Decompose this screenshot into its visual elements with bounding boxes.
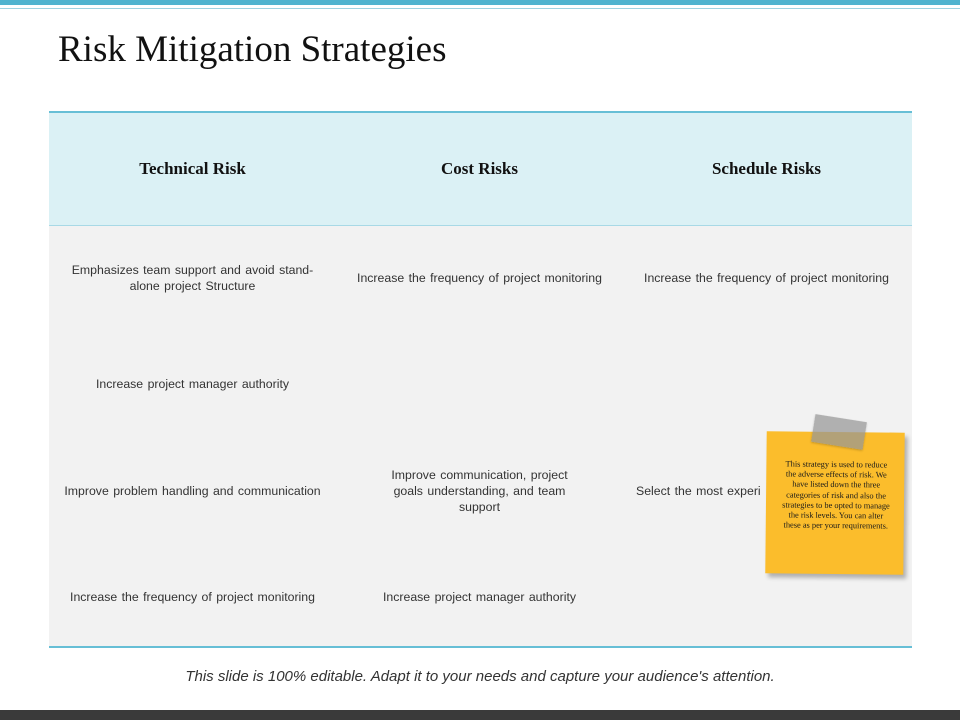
table-cell[interactable]: Increase project manager authority [95,377,290,391]
top-accent-line [0,8,960,9]
table-cell[interactable]: Emphasizes team support and avoid stand-alone project Structure [71,263,314,293]
top-accent-bar [0,0,960,5]
table-cell[interactable]: Increase the frequency of project monitoring [357,271,602,285]
table-cell[interactable]: Improve problem handling and communication [64,484,321,498]
sticky-note[interactable] [765,431,904,574]
table-cell[interactable] [336,369,623,399]
table-cell[interactable] [623,369,910,399]
table-header-row [49,113,912,226]
bottom-bar [0,710,960,720]
slide-title[interactable]: Risk Mitigation Strategies [58,29,447,70]
table-cell[interactable]: Increase the frequency of project monitoring [644,271,889,285]
table-cell[interactable]: Increase the frequency of project monitoring [70,590,315,604]
table-cell[interactable] [623,582,910,612]
sticky-note-text: This strategy is used to reduce the adverse effects of risk. We have listed down the three categories of risk and also the strategies to be opted to manage the risk levels. You can alter these as per your requirements. [782,459,890,531]
header-technical-risk[interactable]: Technical Risk [139,159,246,178]
footer-text[interactable]: This slide is 100% editable. Adapt it to your needs and capture your audience's attention. [185,668,775,685]
header-cost-risks[interactable]: Cost Risks [441,159,518,178]
table-cell[interactable]: Select the most experi [636,484,761,498]
table-cell[interactable]: Increase project manager authority [382,590,577,604]
header-schedule-risks[interactable]: Schedule Risks [711,159,822,178]
table-cell[interactable]: Improve communication, project goals understanding, and team support [391,468,568,514]
